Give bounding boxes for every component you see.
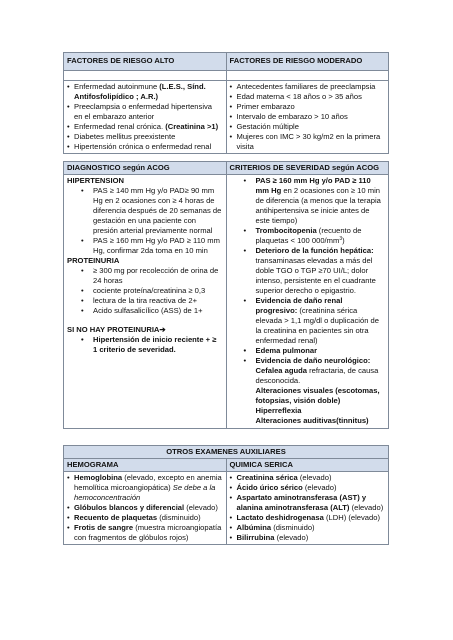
list-item: • Edema pulmonar bbox=[230, 346, 386, 356]
proteinuria-title: PROTEINURIA bbox=[67, 256, 120, 266]
list-item: • PAS ≥ 160 mm Hg y/o PAD ≥ 110 mm Hg, confirmar 2da toma en 10 min bbox=[67, 236, 223, 256]
hemogram-list bbox=[67, 473, 223, 543]
serum-chemistry-cell bbox=[226, 472, 389, 545]
list-item: • Deterioro de la función hepática: transaminasas elevadas a más del doble TGO o TGP ≥70 UI/L; dolor intenso, persistente en el cuadrante superior derecho o epigastrio. bbox=[230, 246, 386, 296]
list-item: • Glóbulos blancos y diferencial (elevado) bbox=[67, 503, 223, 513]
proteinuria-list bbox=[67, 266, 223, 316]
list-item: • Bilirrubina (elevado) bbox=[230, 533, 386, 543]
severity-header: CRITERIOS DE SEVERIDAD según ACOG bbox=[226, 162, 389, 175]
severity-list bbox=[230, 176, 386, 366]
neuro-headache: Cefalea aguda refractaria, de causa desconocida. bbox=[255, 366, 379, 386]
list-item: • Evidencia de daño renal progresivo: (creatinina sérica elevada > 1,1 mg/dl o duplicación de la creatinina en pacientes sin otra enfermedad renal) bbox=[230, 296, 386, 346]
list-item: • Trombocitopenia (recuento de plaquetas < 100 $000/mm^3$) bbox=[230, 226, 386, 246]
list-item: • PAS ≥ 140 mm Hg y/o PAD≥ 90 mm Hg en 2 ocasiones con ≥ 4 horas de diferencia después de 20 semanas de gestación en una paciente con presión arterial previamente normal bbox=[67, 186, 223, 236]
neuro-auditory: Alteraciones auditivas(tinnitus) bbox=[255, 416, 369, 426]
diagnosis-table bbox=[63, 161, 389, 429]
moderate-risk-list bbox=[230, 82, 386, 152]
list-item: • Intervalo de embarazo > 10 años bbox=[230, 112, 386, 122]
auxiliary-exams-table bbox=[63, 445, 389, 545]
list-item: • cociente proteína/creatinina ≥ 0,3 bbox=[67, 286, 223, 296]
moderate-risk-header: FACTORES DE RIESGO MODERADO bbox=[226, 53, 389, 71]
list-item: • lectura de la tira reactiva de 2+ bbox=[67, 296, 223, 306]
list-item: • Albúmina (disminuido) bbox=[230, 523, 386, 533]
neuro-hyperreflexia: Hiperreflexia bbox=[255, 406, 302, 416]
list-item: • Gestación múltiple bbox=[230, 122, 386, 132]
list-item: • Primer embarazo bbox=[230, 102, 386, 112]
list-item: • Recuento de plaquetas (disminuido) bbox=[67, 513, 223, 523]
no-proteinuria-title: SI NO HAY PROTEINURIA➔ bbox=[67, 325, 166, 335]
list-item: • Enfermedad renal crónica. (Creatinina >1) bbox=[67, 122, 223, 132]
serum-chemistry-list bbox=[230, 473, 386, 543]
list-item: • Creatinina sérica (elevado) bbox=[230, 473, 386, 483]
hypertension-list bbox=[67, 186, 223, 256]
no-proteinuria-list bbox=[67, 335, 223, 355]
list-item: • Preeclampsia o enfermedad hipertensiva en el embarazo anterior bbox=[67, 102, 223, 122]
list-item: • Aspartato aminotransferasa (AST) y alanina aminotransferasa (ALT) (elevado) bbox=[230, 493, 386, 513]
severity-cell bbox=[226, 175, 389, 429]
moderate-risk-list-cell bbox=[226, 81, 389, 154]
neuro-visual: Alteraciones visuales (escotomas, fotopsias, visión doble) bbox=[255, 386, 380, 406]
list-item: • Lactato deshidrogenasa (LDH) (elevado) bbox=[230, 513, 386, 523]
list-item: • ≥ 300 mg por recolección de orina de 24 horas bbox=[67, 266, 223, 286]
list-item: • Ácido úrico sérico (elevado) bbox=[230, 483, 386, 493]
list-item: • Frotis de sangre (muestra microangiopatía con fragmentos de glóbulos rojos) bbox=[67, 523, 223, 543]
list-item: • Diabetes mellitus preexistente bbox=[67, 132, 223, 142]
list-item: • Antecedentes familiares de preeclampsia bbox=[230, 82, 386, 92]
auxiliary-exams-title: OTROS EXAMENES AUXILIARES bbox=[64, 446, 389, 459]
list-item: • Enfermedad autoinmune (L.E.S., Sínd. Antifosfolipídico ; A.R.) bbox=[67, 82, 223, 102]
list-item: • Edad materna < 18 años o > 35 años bbox=[230, 92, 386, 102]
list-item: • Mujeres con IMC > 30 kg/m2 en la primera visita bbox=[230, 132, 386, 152]
list-item: • Hipertensión de inicio reciente + ≥ 1 criterio de severidad. bbox=[67, 335, 223, 355]
list-item: • Hipertensión crónica o enfermedad renal bbox=[67, 142, 223, 152]
high-risk-list bbox=[67, 82, 223, 152]
list-item: • Acido sulfasalicílico (ASS) de 1+ bbox=[67, 306, 223, 316]
diagnosis-cell bbox=[64, 175, 227, 429]
hemogram-header: HEMOGRAMA bbox=[64, 459, 227, 472]
high-risk-header: FACTORES DE RIESGO ALTO bbox=[64, 53, 227, 71]
risk-factors-table bbox=[63, 52, 389, 154]
hypertension-title: HIPERTENSION bbox=[67, 176, 124, 186]
serum-chemistry-header: QUIMICA SERICA bbox=[226, 459, 389, 472]
diagnosis-header: DIAGNOSTICO según ACOG bbox=[64, 162, 227, 175]
list-item: • Hemoglobina (elevado, excepto en anemia hemolítica microangiopática) Se debe a la hemoconcentración bbox=[67, 473, 223, 503]
high-risk-list-cell bbox=[64, 81, 227, 154]
hemogram-cell bbox=[64, 472, 227, 545]
list-item: • Evidencia de daño neurológico: bbox=[230, 356, 386, 366]
list-item: • PAS ≥ 160 mm Hg y/o PAD ≥ 110 mm Hg en 2 ocasiones con ≥ 10 min de diferencia (a menos que la terapia antihipertensiva se inicie antes de este tiempo) bbox=[230, 176, 386, 226]
